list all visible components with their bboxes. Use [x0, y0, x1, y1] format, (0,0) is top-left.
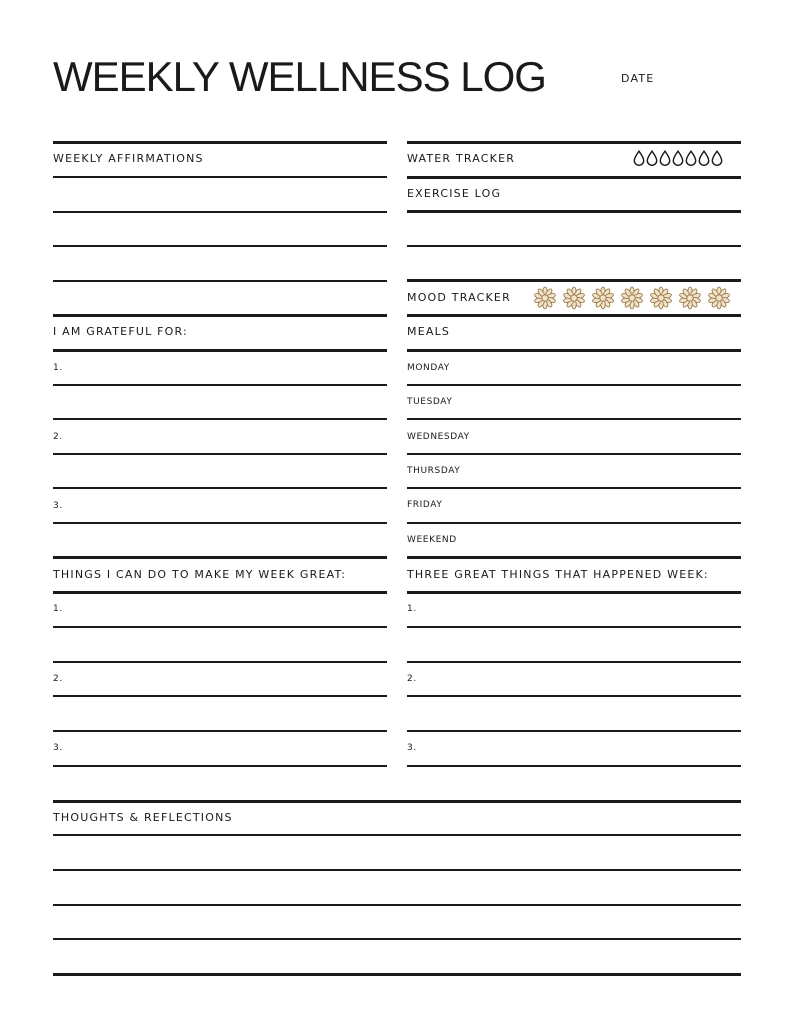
things-to-do-item-number: 1. — [53, 604, 63, 614]
grateful-line[interactable] — [53, 384, 387, 386]
water-drop-icon[interactable] — [633, 150, 645, 166]
grateful-line[interactable] — [53, 453, 387, 455]
page-title: WEEKLY WELLNESS LOG — [53, 53, 546, 100]
affirmations-line[interactable] — [53, 245, 387, 247]
three-great-item-number: 3. — [407, 743, 417, 753]
daisy-flower-icon[interactable] — [591, 286, 615, 310]
meal-line[interactable] — [407, 453, 741, 455]
affirmations-line[interactable] — [53, 280, 387, 282]
grateful-item-number: 1. — [53, 363, 63, 373]
water-tracker-label: WATER TRACKER — [407, 152, 516, 165]
daisy-flower-icon[interactable] — [562, 286, 586, 310]
three-great-line[interactable] — [407, 661, 741, 663]
water-drop-icon[interactable] — [672, 150, 684, 166]
meal-line[interactable] — [407, 487, 741, 489]
daisy-flower-icon[interactable] — [707, 286, 731, 310]
meal-line[interactable] — [407, 418, 741, 420]
exercise-line[interactable] — [407, 245, 741, 247]
three-great-line[interactable] — [407, 626, 741, 628]
grateful-item-number: 3. — [53, 501, 63, 511]
things-to-do-top-rule — [53, 556, 387, 559]
affirmations-top-rule — [53, 141, 387, 144]
grateful-top-rule — [53, 314, 387, 317]
three-great-line[interactable] — [407, 730, 741, 732]
water-bottom-rule — [407, 176, 741, 179]
meal-line[interactable] — [407, 384, 741, 386]
water-drop-icon[interactable] — [646, 150, 658, 166]
meal-day-label: WEDNESDAY — [407, 432, 470, 442]
reflections-line[interactable] — [53, 834, 741, 836]
things-to-do-line[interactable] — [53, 695, 387, 697]
things-to-do-item-number: 2. — [53, 674, 63, 684]
meal-line[interactable] — [407, 522, 741, 524]
three-great-item-number: 2. — [407, 674, 417, 684]
meal-day-label: FRIDAY — [407, 500, 443, 510]
daisy-flower-icon[interactable] — [678, 286, 702, 310]
affirmations-label: WEEKLY AFFIRMATIONS — [53, 152, 204, 165]
mood-flower-row — [533, 286, 731, 310]
things-to-do-item-number: 3. — [53, 743, 63, 753]
things-to-do-label: THINGS I CAN DO TO MAKE MY WEEK GREAT: — [53, 568, 347, 581]
daisy-flower-icon[interactable] — [620, 286, 644, 310]
meal-day-label: TUESDAY — [407, 397, 453, 407]
meal-day-label: THURSDAY — [407, 466, 461, 476]
daisy-flower-icon[interactable] — [649, 286, 673, 310]
reflections-label: THOUGHTS & REFLECTIONS — [53, 811, 233, 824]
things-to-do-header-rule — [53, 591, 387, 594]
three-great-item-number: 1. — [407, 604, 417, 614]
three-great-header-rule — [407, 591, 741, 594]
mood-tracker-label: MOOD TRACKER — [407, 291, 511, 304]
water-top-rule — [407, 141, 741, 144]
water-drop-icon[interactable] — [659, 150, 671, 166]
three-great-label: THREE GREAT THINGS THAT HAPPENED WEEK: — [407, 568, 709, 581]
mood-bottom-rule — [407, 314, 741, 317]
grateful-line[interactable] — [53, 418, 387, 420]
three-great-top-rule — [407, 556, 741, 559]
reflections-line[interactable] — [53, 904, 741, 906]
things-to-do-line[interactable] — [53, 730, 387, 732]
water-drop-icon[interactable] — [685, 150, 697, 166]
reflections-top-rule — [53, 800, 741, 803]
meal-day-label: MONDAY — [407, 363, 450, 373]
grateful-header-rule — [53, 349, 387, 352]
things-to-do-line[interactable] — [53, 661, 387, 663]
water-drop-row — [633, 150, 723, 166]
water-drop-icon[interactable] — [698, 150, 710, 166]
meal-day-label: WEEKEND — [407, 535, 457, 545]
meals-label: MEALS — [407, 325, 451, 338]
reflections-bottom-rule — [53, 973, 741, 976]
grateful-item-number: 2. — [53, 432, 63, 442]
three-great-line[interactable] — [407, 695, 741, 697]
grateful-line[interactable] — [53, 522, 387, 524]
grateful-line[interactable] — [53, 487, 387, 489]
water-drop-icon[interactable] — [711, 150, 723, 166]
things-to-do-line[interactable] — [53, 626, 387, 628]
date-label: DATE — [621, 72, 655, 85]
grateful-label: I AM GRATEFUL FOR: — [53, 325, 188, 338]
reflections-line[interactable] — [53, 869, 741, 871]
affirmations-line[interactable] — [53, 211, 387, 213]
things-to-do-line[interactable] — [53, 765, 387, 767]
affirmations-line[interactable] — [53, 176, 387, 178]
mood-top-rule — [407, 279, 741, 282]
reflections-line[interactable] — [53, 938, 741, 940]
three-great-line[interactable] — [407, 765, 741, 767]
exercise-header-rule — [407, 210, 741, 213]
exercise-log-label: EXERCISE LOG — [407, 187, 502, 200]
daisy-flower-icon[interactable] — [533, 286, 557, 310]
meals-header-rule — [407, 349, 741, 352]
